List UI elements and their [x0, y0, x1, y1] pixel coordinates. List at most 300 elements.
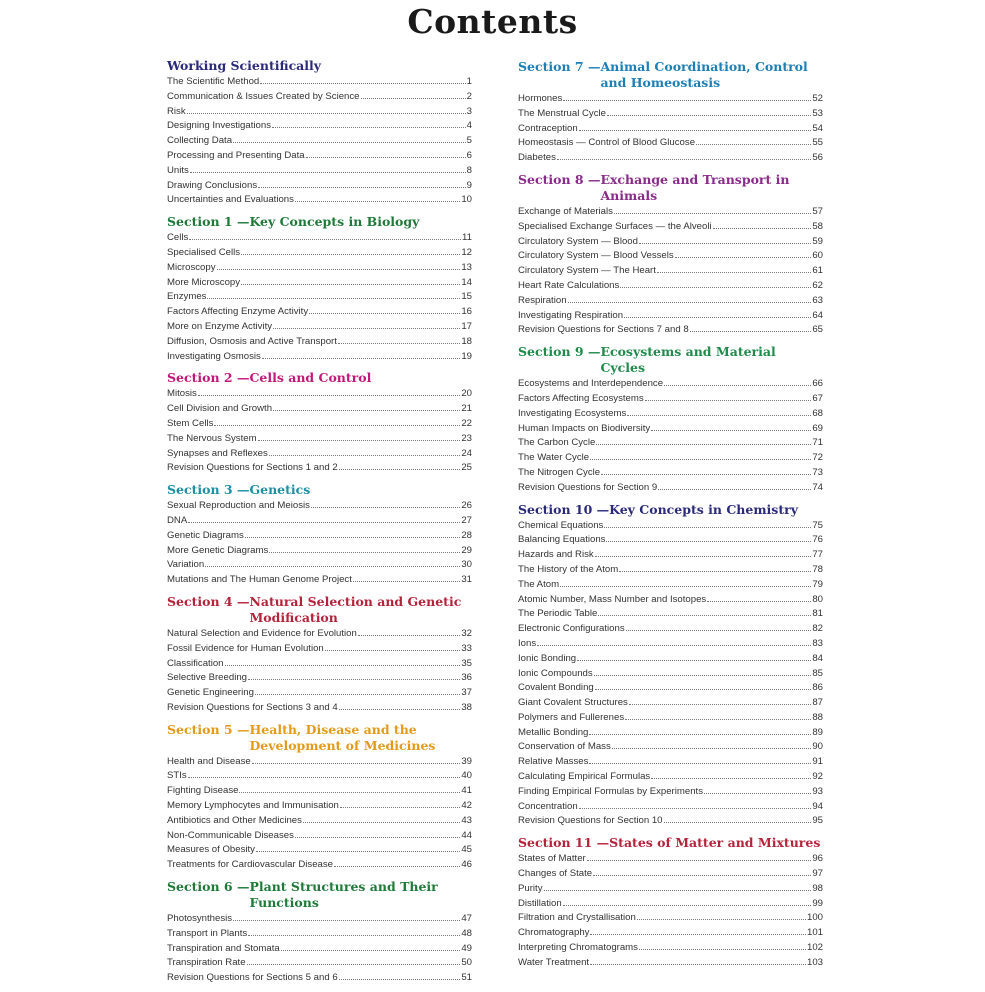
dot-leader — [577, 660, 811, 661]
toc-entry[interactable] — [518, 814, 823, 829]
page-number: 68 — [812, 407, 823, 419]
toc-entry[interactable] — [167, 858, 472, 873]
toc-entry[interactable] — [518, 205, 823, 220]
entry-title: Chromatography — [518, 927, 590, 939]
page-number: 32 — [461, 627, 472, 639]
entry-title: Revision Questions for Sections 1 and 2 — [167, 462, 338, 474]
toc-entry[interactable] — [167, 558, 472, 573]
toc-entry[interactable] — [167, 755, 472, 770]
section-title: Exchange and Transport in Animals — [600, 171, 790, 203]
toc-entry[interactable] — [167, 544, 472, 559]
toc-entry[interactable] — [518, 235, 823, 250]
toc-entry[interactable] — [167, 843, 472, 858]
toc-entry[interactable] — [518, 392, 823, 407]
page-number: 74 — [812, 481, 823, 493]
dot-leader — [262, 358, 460, 359]
dot-leader — [306, 157, 466, 158]
toc-entry[interactable] — [167, 461, 472, 476]
section-heading — [518, 172, 823, 204]
page-number: 69 — [812, 422, 823, 434]
entry-title: Classification — [167, 657, 224, 669]
page-number: 81 — [812, 608, 823, 620]
toc-entry[interactable] — [518, 652, 823, 667]
entry-title: Genetic Diagrams — [167, 529, 244, 541]
section-heading — [167, 214, 472, 230]
toc-entry[interactable] — [518, 151, 823, 166]
dot-leader — [568, 302, 812, 303]
entry-title: Homeostasis — Control of Blood Glucose — [518, 137, 696, 149]
toc-entry[interactable] — [518, 519, 823, 534]
toc-entry[interactable] — [518, 563, 823, 578]
entry-title: Transpiration and Stomata — [167, 942, 280, 954]
toc-entry[interactable] — [518, 711, 823, 726]
toc-entry[interactable] — [518, 681, 823, 696]
toc-entry[interactable] — [518, 279, 823, 294]
section-animal-coordination-control-and-homeostasis — [518, 59, 823, 166]
page-number: 42 — [461, 800, 472, 812]
toc-entry[interactable] — [167, 320, 472, 335]
dot-leader — [563, 100, 811, 101]
entry-title: Risk — [167, 105, 186, 117]
dot-leader — [664, 822, 812, 823]
toc-entry[interactable] — [518, 407, 823, 422]
entry-title: The Scientific Method — [167, 76, 260, 87]
entry-title: States of Matter — [518, 853, 586, 865]
page-number: 82 — [812, 623, 823, 635]
page-number: 49 — [461, 942, 472, 954]
toc-entry[interactable] — [518, 696, 823, 711]
toc-entry[interactable] — [518, 882, 823, 897]
toc-entry[interactable] — [518, 755, 823, 770]
entry-title: Communication & Issues Created by Science — [167, 90, 360, 102]
toc-entry[interactable] — [167, 514, 472, 529]
toc-entry[interactable] — [518, 107, 823, 122]
toc-entry[interactable] — [167, 447, 472, 462]
page-number: 53 — [812, 107, 823, 119]
toc-entry[interactable] — [167, 261, 472, 276]
toc-entry[interactable] — [518, 220, 823, 235]
section-states-of-matter-and-mixtures — [518, 835, 823, 970]
page-number: 92 — [812, 771, 823, 783]
dot-leader — [593, 875, 811, 876]
dot-leader — [590, 459, 811, 460]
entry-title: Sexual Reproduction and Meiosis — [167, 500, 310, 512]
toc-entry[interactable] — [167, 75, 472, 90]
entry-title: Collecting Data — [167, 135, 233, 147]
toc-entry[interactable] — [518, 466, 823, 481]
toc-entry[interactable] — [518, 548, 823, 563]
section-number: Section 5 — — [167, 721, 250, 737]
toc-entry[interactable] — [167, 387, 472, 402]
toc-entry[interactable] — [167, 912, 472, 927]
toc-entry[interactable] — [518, 533, 823, 548]
dot-leader — [625, 719, 811, 720]
contents-column-left — [167, 58, 472, 992]
dot-leader — [704, 793, 811, 794]
toc-entry[interactable] — [167, 432, 472, 447]
dot-leader — [707, 601, 811, 602]
entry-title: Circulatory System — Blood Vessels — [518, 250, 674, 262]
page-number: 103 — [806, 956, 823, 968]
toc-entry[interactable] — [167, 529, 472, 544]
page-number: 91 — [812, 756, 823, 768]
toc-entry[interactable] — [167, 335, 472, 350]
entry-title: Polymers and Fullerenes — [518, 711, 625, 723]
page-number: 51 — [461, 972, 472, 984]
page-number: 27 — [461, 514, 472, 526]
toc-entry[interactable] — [518, 451, 823, 466]
toc-entry[interactable] — [167, 276, 472, 291]
toc-entry[interactable] — [518, 377, 823, 392]
dot-leader — [256, 851, 460, 852]
page-number: 14 — [461, 276, 472, 288]
dot-leader — [217, 269, 461, 270]
toc-entry[interactable] — [167, 290, 472, 305]
section-key-concepts-in-biology — [167, 214, 472, 364]
dot-leader — [260, 83, 465, 84]
section-heading — [167, 370, 472, 386]
dot-leader — [189, 239, 461, 240]
toc-entry[interactable] — [518, 622, 823, 637]
dot-leader — [311, 507, 460, 508]
page-number: 73 — [812, 466, 823, 478]
entry-title: Memory Lymphocytes and Immunisation — [167, 800, 339, 812]
entry-title: Contraception — [518, 122, 578, 134]
entry-title: The History of the Atom — [518, 563, 619, 575]
toc-entry[interactable] — [167, 769, 472, 784]
entry-title: Diabetes — [518, 152, 556, 164]
entry-title: Microscopy — [167, 261, 216, 273]
section-heading — [518, 502, 823, 518]
section-title: Genetics — [249, 482, 311, 498]
entry-title: Chemical Equations — [518, 519, 604, 531]
toc-entry[interactable] — [518, 637, 823, 652]
toc-entry[interactable] — [518, 436, 823, 451]
page-number: 9 — [466, 179, 472, 191]
page-number: 84 — [812, 652, 823, 664]
page-number: 52 — [812, 93, 823, 104]
page-number: 29 — [461, 544, 472, 556]
entry-title: Human Impacts on Biodiversity — [518, 422, 651, 434]
dot-leader — [629, 704, 811, 705]
toc-entry[interactable] — [167, 246, 472, 261]
dot-leader — [639, 243, 811, 244]
dot-leader — [598, 615, 811, 616]
toc-entry[interactable] — [518, 249, 823, 264]
dot-leader — [339, 709, 461, 710]
entry-title: Natural Selection and Evidence for Evolution — [167, 627, 357, 639]
entry-title: Fighting Disease — [167, 785, 239, 797]
entry-title: Water Treatment — [518, 956, 590, 968]
dot-leader — [340, 807, 460, 808]
toc-entry[interactable] — [167, 927, 472, 942]
page-number: 6 — [466, 149, 472, 161]
dot-leader — [620, 287, 811, 288]
page-number: 87 — [812, 697, 823, 709]
dot-leader — [579, 808, 812, 809]
page-number: 36 — [461, 672, 472, 684]
dot-leader — [339, 979, 461, 980]
toc-entry[interactable] — [167, 164, 472, 179]
section-title: Natural Selection and Genetic Modification — [249, 593, 462, 625]
toc-entry[interactable] — [518, 136, 823, 151]
toc-entry[interactable] — [167, 814, 472, 829]
section-title: Key Concepts in Biology — [249, 214, 420, 230]
section-number: Section 10 — — [518, 501, 610, 517]
dot-leader — [247, 964, 461, 965]
toc-entry[interactable] — [518, 481, 823, 496]
dot-leader — [241, 254, 460, 255]
entry-title: Variation — [167, 559, 205, 571]
page-number: 25 — [461, 462, 472, 474]
dot-leader — [639, 949, 806, 950]
entry-title: Electronic Configurations — [518, 623, 625, 635]
entry-title: Ions — [518, 637, 537, 649]
page-number: 35 — [461, 657, 472, 669]
dot-leader — [258, 440, 461, 441]
toc-entry[interactable] — [167, 499, 472, 514]
section-number: Section 11 — — [518, 835, 610, 851]
dot-leader — [258, 187, 466, 188]
dot-leader — [627, 415, 811, 416]
entry-title: Metallic Bonding — [518, 726, 589, 738]
toc-entry[interactable] — [518, 593, 823, 608]
entry-title: Revision Questions for Sections 3 and 4 — [167, 701, 338, 713]
toc-entry[interactable] — [167, 627, 472, 642]
dot-leader — [233, 142, 466, 143]
entry-title: Selective Breeding — [167, 672, 247, 684]
page-number: 100 — [806, 912, 823, 924]
page-number: 55 — [812, 137, 823, 149]
toc-entry[interactable] — [518, 770, 823, 785]
entry-title: Fossil Evidence for Human Evolution — [167, 642, 324, 654]
entry-title: DNA — [167, 514, 188, 526]
toc-entry[interactable] — [518, 867, 823, 882]
entry-title: Hazards and Risk — [518, 549, 594, 561]
page-number: 30 — [461, 559, 472, 571]
toc-entry[interactable] — [167, 686, 472, 701]
toc-entry[interactable] — [518, 264, 823, 279]
section-plant-structures-and-their-functions — [167, 879, 472, 986]
dot-leader — [587, 860, 812, 861]
dot-leader — [624, 317, 811, 318]
page-number: 38 — [461, 701, 472, 713]
page-number: 85 — [812, 667, 823, 679]
entry-title: Revision Questions for Section 10 — [518, 815, 663, 827]
dot-leader — [198, 395, 460, 396]
toc-entry[interactable] — [167, 657, 472, 672]
toc-entry[interactable] — [167, 642, 472, 657]
toc-entry[interactable] — [167, 701, 472, 716]
toc-entry[interactable] — [167, 417, 472, 432]
entry-title: Processing and Presenting Data — [167, 149, 305, 161]
page-number: 90 — [812, 741, 823, 753]
toc-entry[interactable] — [167, 350, 472, 365]
page-number: 2 — [466, 90, 472, 102]
entry-title: Diffusion, Osmosis and Active Transport — [167, 335, 337, 347]
section-title: Working Scientifically — [167, 58, 322, 73]
toc-entry[interactable] — [167, 829, 472, 844]
dot-leader — [544, 890, 812, 891]
page-number: 1 — [466, 76, 472, 87]
toc-entry[interactable] — [167, 231, 472, 246]
toc-entry[interactable] — [518, 800, 823, 815]
entry-title: Transport in Plants — [167, 927, 248, 939]
toc-entry[interactable] — [518, 941, 823, 956]
toc-entry[interactable] — [167, 305, 472, 320]
entry-title: Investigating Respiration — [518, 309, 624, 321]
toc-entry[interactable] — [518, 667, 823, 682]
section-ecosystems-and-material-cycles — [518, 344, 823, 495]
page-number: 20 — [461, 388, 472, 400]
entry-title: Concentration — [518, 800, 578, 812]
page-number: 4 — [466, 120, 472, 132]
toc-entry[interactable] — [167, 105, 472, 120]
dot-leader — [273, 410, 460, 411]
toc-entry[interactable] — [518, 852, 823, 867]
dot-leader — [557, 159, 811, 160]
page-number: 17 — [461, 320, 472, 332]
toc-entry[interactable] — [518, 422, 823, 437]
entry-title: More Genetic Diagrams — [167, 544, 269, 556]
page-number: 78 — [812, 563, 823, 575]
section-working-scientifically — [167, 58, 472, 208]
entry-title: Interpreting Chromatograms — [518, 942, 638, 954]
toc-entry[interactable] — [518, 122, 823, 137]
dot-leader — [645, 400, 812, 401]
toc-entry[interactable] — [167, 179, 472, 194]
toc-entry[interactable] — [518, 578, 823, 593]
toc-entry[interactable] — [518, 607, 823, 622]
entry-title: Respiration — [518, 294, 567, 306]
page-number: 80 — [812, 593, 823, 605]
page-number: 77 — [812, 549, 823, 561]
entry-title: Revision Questions for Section 9 — [518, 481, 658, 493]
page-number: 10 — [461, 194, 472, 206]
section-heading — [167, 58, 472, 74]
section-heading — [518, 835, 823, 851]
entry-title: Revision Questions for Sections 5 and 6 — [167, 972, 338, 984]
toc-entry[interactable] — [167, 90, 472, 105]
page-number: 21 — [461, 403, 472, 415]
dot-leader — [579, 130, 812, 131]
entry-title: The Water Cycle — [518, 452, 590, 464]
section-number: Section 6 — — [167, 879, 250, 895]
entry-title: Non-Communicable Diseases — [167, 829, 294, 841]
page-number: 46 — [461, 859, 472, 871]
dot-leader — [295, 201, 460, 202]
page-number: 97 — [812, 868, 823, 880]
dot-leader — [245, 537, 461, 538]
page-number: 102 — [806, 942, 823, 954]
toc-entry[interactable] — [518, 323, 823, 338]
dot-leader — [361, 98, 466, 99]
dot-leader — [339, 469, 461, 470]
dot-leader — [601, 474, 811, 475]
toc-entry[interactable] — [518, 926, 823, 941]
section-number: Section 9 — — [518, 344, 601, 360]
toc-entry[interactable] — [167, 671, 472, 686]
page-number: 18 — [461, 335, 472, 347]
entry-title: More Microscopy — [167, 276, 241, 288]
toc-entry[interactable] — [518, 740, 823, 755]
page-number: 89 — [812, 726, 823, 738]
entry-title: Antibiotics and Other Medicines — [167, 814, 302, 826]
page-number: 39 — [461, 755, 472, 767]
entry-title: Mutations and The Human Genome Project — [167, 574, 352, 586]
page-number: 56 — [812, 152, 823, 164]
toc-entry[interactable] — [167, 119, 472, 134]
page-number: 28 — [461, 529, 472, 541]
toc-entry[interactable] — [167, 942, 472, 957]
dot-leader — [651, 430, 811, 431]
toc-entry[interactable] — [167, 956, 472, 971]
toc-entry[interactable] — [167, 193, 472, 208]
page-number: 59 — [812, 235, 823, 247]
dot-leader — [252, 763, 461, 764]
entry-title: Specialised Exchange Surfaces — the Alveoli — [518, 220, 712, 232]
section-title: States of Matter and Mixtures — [609, 835, 821, 851]
section-natural-selection-and-genetic-modification — [167, 594, 472, 716]
dot-leader — [205, 566, 460, 567]
section-title: Ecosystems and Material Cycles — [600, 344, 776, 376]
toc-entry[interactable] — [167, 134, 472, 149]
toc-entry[interactable] — [518, 309, 823, 324]
entry-title: Treatments for Cardiovascular Disease — [167, 859, 333, 871]
page-number: 26 — [461, 500, 472, 512]
dot-leader — [187, 113, 466, 114]
entry-title: Factors Affecting Ecosystems — [518, 392, 644, 404]
toc-entry[interactable] — [518, 956, 823, 971]
dot-leader — [273, 328, 460, 329]
entry-title: Distillation — [518, 897, 562, 909]
page-number: 57 — [812, 205, 823, 217]
toc-entry[interactable] — [518, 911, 823, 926]
toc-entry[interactable] — [518, 92, 823, 107]
page-number: 60 — [812, 250, 823, 262]
toc-entry[interactable] — [167, 799, 472, 814]
toc-entry[interactable] — [167, 971, 472, 986]
section-number: Section 7 — — [518, 59, 601, 74]
toc-entry[interactable] — [167, 573, 472, 588]
entry-title: Genetic Engineering — [167, 687, 254, 699]
dot-leader — [563, 905, 812, 906]
dot-leader — [637, 919, 806, 920]
toc-entry[interactable] — [518, 294, 823, 309]
page-number: 12 — [461, 246, 472, 258]
toc-entry[interactable] — [518, 726, 823, 741]
entry-title: Specialised Cells — [167, 246, 241, 258]
toc-entry[interactable] — [167, 402, 472, 417]
toc-entry[interactable] — [167, 784, 472, 799]
toc-entry[interactable] — [518, 785, 823, 800]
page-title: Contents — [407, 2, 578, 41]
dot-leader — [188, 522, 460, 523]
dot-leader — [595, 689, 812, 690]
dot-leader — [207, 298, 460, 299]
dot-leader — [664, 385, 811, 386]
dot-leader — [612, 748, 812, 749]
entry-title: Revision Questions for Sections 7 and 8 — [518, 324, 689, 336]
page-number: 62 — [812, 279, 823, 291]
toc-entry[interactable] — [167, 149, 472, 164]
dot-leader — [596, 444, 811, 445]
section-number: Section 2 — — [167, 370, 250, 386]
page-number: 66 — [812, 378, 823, 390]
dot-leader — [590, 934, 806, 935]
dot-leader — [696, 144, 811, 145]
toc-entry[interactable] — [518, 897, 823, 912]
